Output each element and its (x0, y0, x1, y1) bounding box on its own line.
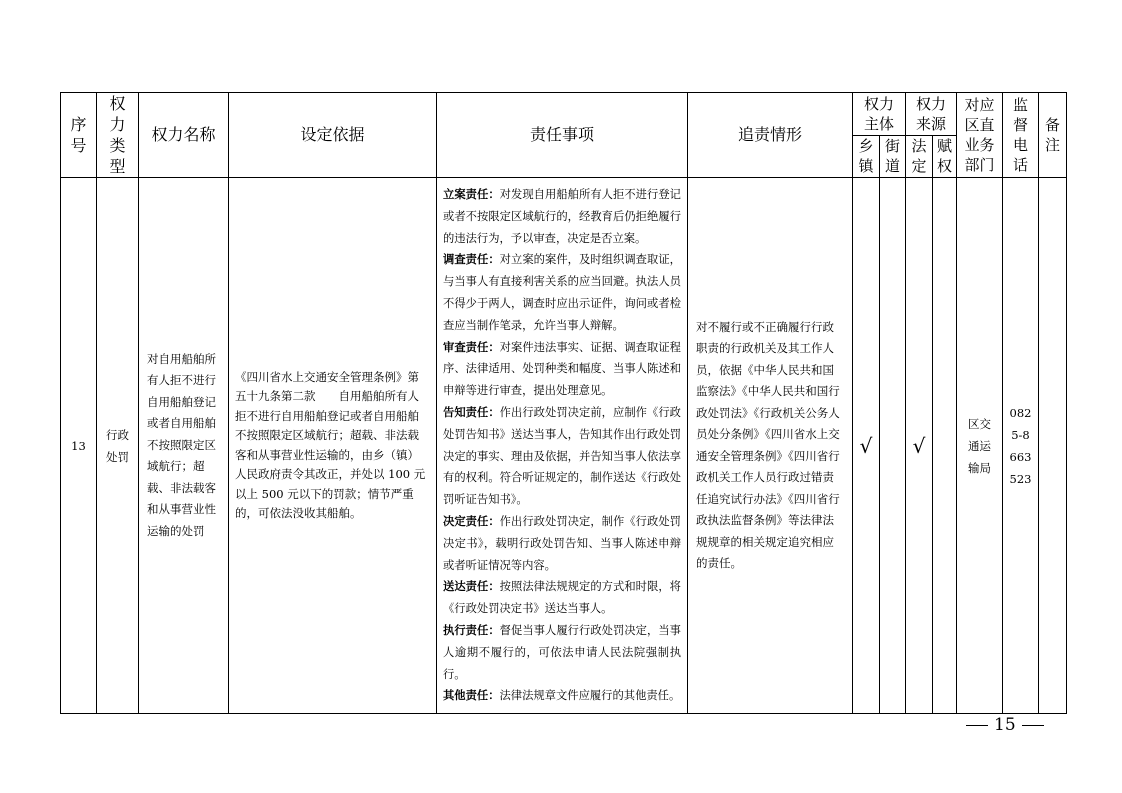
cell-source-legal: √ (906, 178, 933, 714)
header-phone: 监督电话 (1003, 93, 1039, 178)
header-account: 追责情形 (688, 93, 853, 178)
cell-type: 行政处罚 (97, 178, 139, 714)
header-subject-street: 街道 (880, 135, 906, 178)
cell-note (1039, 178, 1067, 714)
header-dept: 对应区直业务部门 (957, 93, 1003, 178)
header-basis: 设定依据 (229, 93, 437, 178)
footer-dash-right (1022, 725, 1044, 726)
header-source-legal: 法定 (906, 135, 933, 178)
cell-subject-town: √ (853, 178, 880, 714)
header-duty: 责任事项 (437, 93, 688, 178)
table-row (61, 178, 1067, 714)
header-subject-town: 乡镇 (853, 135, 880, 178)
duty-item: 告知责任：作出行政处罚决定前，应制作《行政处罚告知书》送达当事人，告知其作出行政处罚决定的事实、理由及依据，并告知当事人依法享有的权利。符合听证规定的，制作送达《行政处罚听证告知书》。 (443, 404, 681, 507)
cell-dept: 区交通运输局 (957, 178, 1003, 714)
cell-duty (437, 178, 688, 714)
duty-item: 执行责任：督促当事人履行行政处罚决定，当事人逾期不履行的，可依法申请人民法院强制执行。 (443, 622, 681, 681)
footer-dash-left (966, 725, 988, 726)
page-number: 15 (994, 715, 1016, 735)
header-note: 备注 (1039, 93, 1067, 178)
duty-item: 调查责任：对立案的案件，及时组织调查取证，与当事人有直接利害关系的应当回避。执法人员不得少于两人，调查时应出示证件，询问或者检查应当制作笔录，允许当事人辩解。 (443, 252, 681, 332)
header-subject: 权力主体 (853, 93, 906, 136)
cell-source-grant (933, 178, 957, 714)
duty-item: 立案责任：对发现自用船舶所有人拒不进行登记或者不按限定区域航行的，经教育后仍拒绝履行的违法行为，予以审查，决定是否立案。 (443, 187, 681, 245)
cell-subject-street (880, 178, 906, 714)
page-footer (960, 715, 1050, 735)
header-seq: 序号 (61, 93, 97, 178)
duty-item: 送达责任：按照法律法规规定的方式和时限，将《行政处罚决定书》送达当事人。 (443, 579, 681, 616)
cell-basis: 《四川省水上交通安全管理条例》第五十九条第二款 自用船舶所有人拒不进行自用船舶登记或者自用船舶不按照限定区域航行；超载、非法载客和从事营业性运输的，由乡（镇）人民政府责令其改正，并处以 100 元以上 500 元以下的罚款；情节严重的，可依法没收其船舶。 (229, 178, 437, 714)
header-source: 权力来源 (906, 93, 957, 136)
cell-phone: 0825-8663523 (1003, 178, 1039, 714)
cell-account: 对不履行或不正确履行行政职责的行政机关及其工作人员，依据《中华人民共和国监察法》《中华人民共和国行政处罚法》《行政机关公务人员处分条例》《四川省水上交通安全管理条例》《四川省行政机关工作人员行政过错责任追究试行办法》《四川省行政执法监督条例》等法律法规规章的相关规定追究相应的责任。 (688, 178, 853, 714)
duty-item: 其他责任：法律法规章文件应履行的其他责任。 (443, 688, 681, 703)
cell-name: 对自用船舶所有人拒不进行自用船舶登记或者自用船舶不按照限定区域航行；超载、非法载客和从事营业性运输的处罚 (139, 178, 229, 714)
header-source-grant: 赋权 (933, 135, 957, 178)
header-type: 权力类型 (97, 93, 139, 178)
duty-item: 审查责任：对案件违法事实、证据、调查取证程序、法律适用、处罚种类和幅度、当事人陈述和申辩等进行审查，提出处理意见。 (443, 339, 681, 398)
duty-item: 决定责任：作出行政处罚决定，制作《行政处罚决定书》，载明行政处罚告知、当事人陈述申辩或者听证情况等内容。 (443, 513, 681, 572)
power-list-table (60, 92, 1067, 714)
header-name: 权力名称 (139, 93, 229, 178)
cell-seq: 13 (61, 178, 97, 714)
